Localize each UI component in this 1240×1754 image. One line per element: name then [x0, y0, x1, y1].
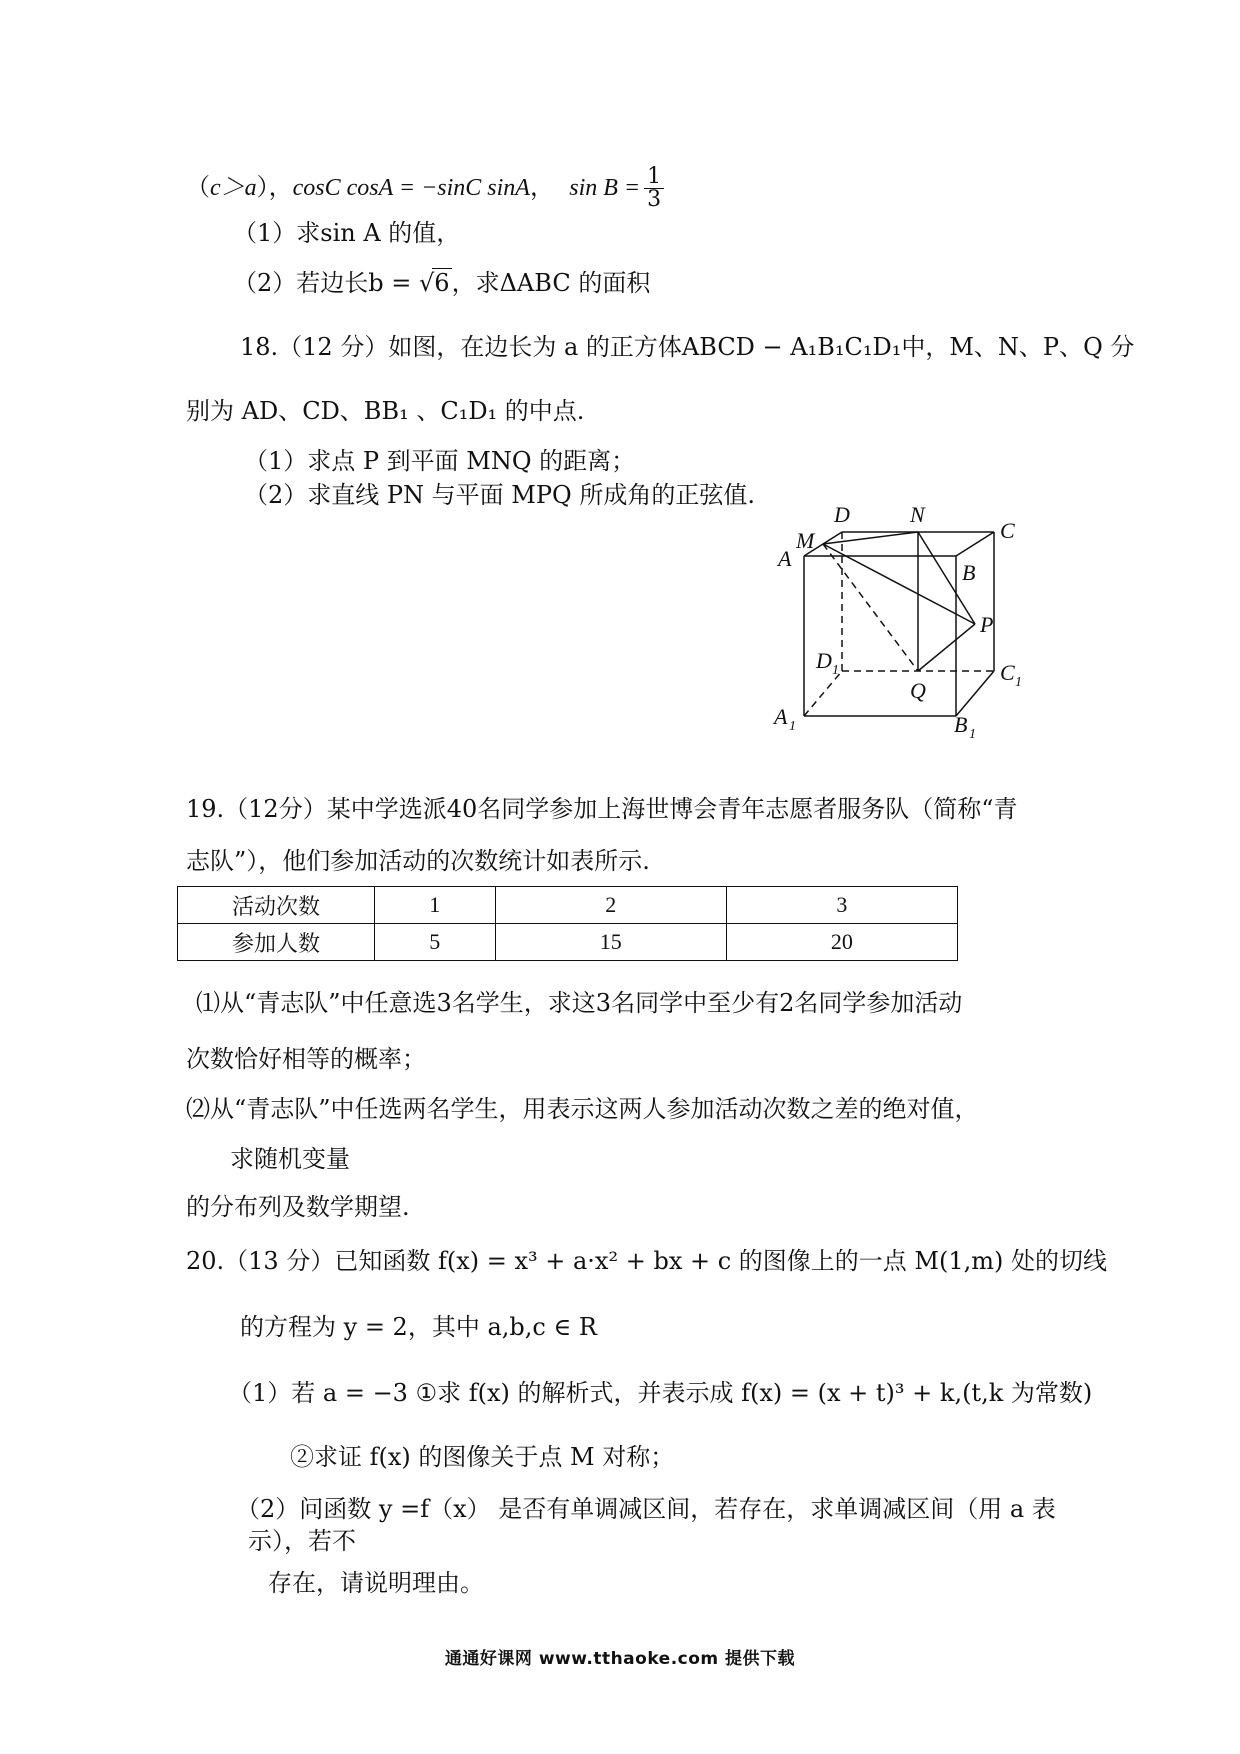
label-d1-sub: 1 [832, 663, 839, 678]
q20-part1: （1）若 a = −3 ①求 f(x) 的解析式，并表示成 f(x) = (x + t)³ + k,(t,k 为常数) [228, 1379, 1093, 1407]
table-cell: 活动次数 [178, 887, 375, 924]
label-a1-sub: 1 [789, 719, 796, 734]
q20-part2-b: 示），若不 [248, 1527, 356, 1555]
q17-condition-line [186, 166, 664, 211]
q18-part1: （1）求点 P 到平面 MNQ 的距离； [244, 447, 636, 475]
activity-table [177, 886, 958, 961]
table-row [178, 924, 958, 961]
q19-part2-b: 求随机变量 [230, 1145, 350, 1173]
q17-part1: （1）求sin A 的值， [233, 219, 461, 247]
q17-fraction [644, 166, 664, 211]
label-m: M [796, 528, 815, 553]
q17-sinb: sin B = [569, 175, 641, 201]
page-footer: 通通好课网 www.tthaoke.com 提供下载 [444, 1649, 796, 1669]
q18-line2: 别为 AD、CD、BB₁ 、C₁D₁ 的中点. [186, 397, 585, 425]
table-row [178, 887, 958, 924]
q17-part2-post: ，求ΔABC 的面积 [451, 269, 651, 297]
table-cell: 3 [726, 887, 957, 924]
q17-part2: （2）若边长b = √6，求ΔABC 的面积 [233, 269, 651, 297]
label-b1-sub: 1 [969, 727, 976, 742]
q20-line1: 20.（13 分）已知函数 f(x) = x³ + a·x² + bx + c 的图像上的一点 M(1,m) 处的切线 [186, 1247, 1108, 1275]
q17-cont-mid: ）， [256, 173, 293, 201]
q20-part2-c: 存在，请说明理由。 [268, 1569, 484, 1597]
q18-line1: 18.（12 分）如图，在边长为 a 的正方体ABCD − A₁B₁C₁D₁中，M、N、P、Q 分 [240, 333, 1135, 361]
table-cell: 1 [375, 887, 496, 924]
label-a1: A [774, 704, 788, 729]
q20-line2: 的方程为 y = 2，其中 a,b,c ∈ R [240, 1313, 597, 1341]
q19-line2: 志队”），他们参加活动的次数统计如表所示. [186, 847, 650, 875]
q19-part2-c: 的分布列及数学期望. [186, 1193, 410, 1221]
q17-cond1: c＞a [210, 175, 257, 201]
table-cell: 参加人数 [178, 924, 375, 961]
q20-part1-b: ②求证 f(x) 的图像关于点 M 对称； [290, 1443, 675, 1471]
q20-part2-a: （2）问函数 y =f（x） 是否有单调减区间，若存在，求单调减区间（用 a 表 [236, 1495, 1056, 1523]
table-cell: 2 [495, 887, 726, 924]
q17-cont-sep: ， [529, 173, 562, 201]
q17-part2-pre: （2）若边长b = [233, 269, 412, 297]
q17-frac-num: 1 [644, 166, 664, 189]
label-n: N [910, 502, 925, 527]
label-b1: B [954, 712, 968, 737]
table-cell: 5 [375, 924, 496, 961]
q19-part1-b: 次数恰好相等的概率； [186, 1045, 426, 1073]
q19-part1-a: ⑴从“青志队”中任意选3名学生，求这3名同学中至少有2名同学参加活动 [196, 989, 963, 1017]
label-d: D [834, 502, 850, 527]
label-a: A [778, 546, 792, 571]
q19-line1: 19.（12分）某中学选派40名同学参加上海世博会青年志愿者服务队（简称“青 [186, 795, 1018, 823]
label-q: Q [910, 678, 926, 703]
q17-cont-prefix: （ [186, 173, 210, 201]
q17-frac-den: 3 [647, 187, 662, 212]
label-c: C [1000, 518, 1015, 543]
q17-part2-radicand: 6 [434, 269, 450, 297]
table-cell: 15 [495, 924, 726, 961]
label-b: B [962, 560, 976, 585]
label-c1-sub: 1 [1015, 675, 1022, 690]
q17-cond2: cosC cosA = −sinC sinA [292, 175, 530, 201]
table-cell: 20 [726, 924, 957, 961]
q19-part2-a: ⑵从“青志队”中任选两名学生，用表示这两人参加活动次数之差的绝对值， [186, 1095, 979, 1123]
q18-part2: （2）求直线 PN 与平面 MPQ 所成角的正弦值. [244, 481, 755, 509]
label-p: P [980, 612, 994, 637]
label-d1: D [816, 648, 832, 673]
cube-figure [760, 500, 1022, 742]
label-c1: C [1000, 660, 1015, 685]
